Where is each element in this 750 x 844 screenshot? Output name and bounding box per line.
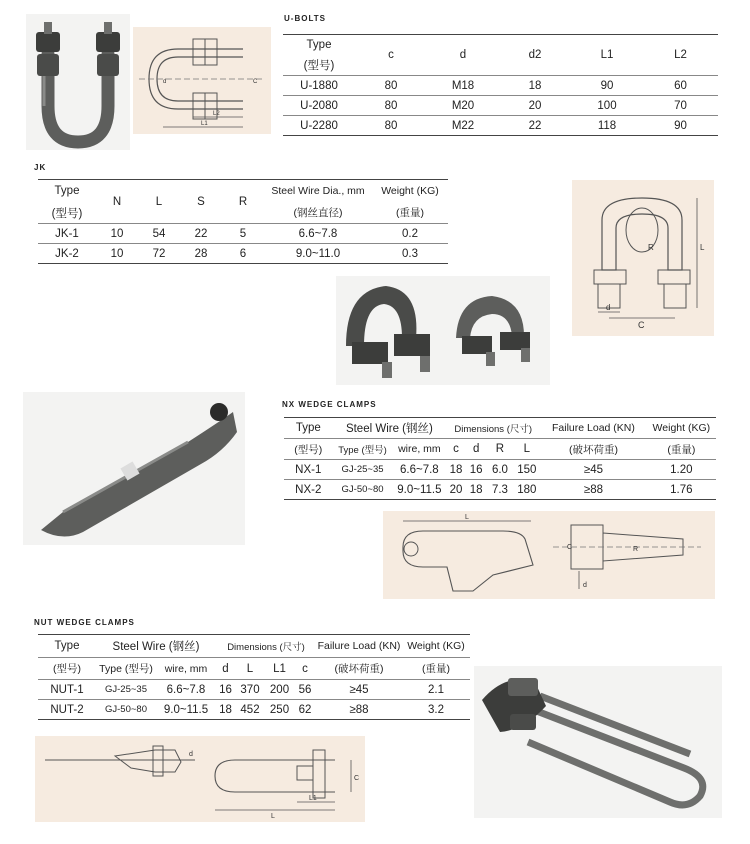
jk-drawing bbox=[572, 180, 714, 336]
nut-header-d: d bbox=[222, 662, 229, 675]
cell-l2: 90 bbox=[674, 119, 687, 132]
nx-drawing-d: d bbox=[583, 582, 587, 589]
jk-header-type-cn: (型号) bbox=[51, 207, 83, 220]
jk-header-type: Type bbox=[54, 185, 80, 197]
cell-l2: 70 bbox=[674, 99, 687, 112]
jk-header-wire-cn: (钢丝直径) bbox=[293, 207, 343, 219]
cell-n: 10 bbox=[110, 227, 124, 240]
cell-d: 18 bbox=[469, 483, 483, 496]
cell-type: JK-2 bbox=[55, 247, 79, 260]
nx-header-d: d bbox=[472, 443, 480, 455]
nut-drawing bbox=[35, 736, 365, 822]
jk-drawing-d: d bbox=[606, 303, 611, 312]
jk-header-wire: Steel Wire Dia., mm bbox=[271, 185, 365, 197]
cell-l: 54 bbox=[152, 227, 166, 240]
cell-l: 72 bbox=[152, 247, 166, 260]
cell-gj: GJ-50~80 bbox=[341, 484, 384, 495]
cell-l1: 200 bbox=[269, 683, 290, 696]
cell-l1: 90 bbox=[600, 79, 614, 92]
cell-fail: ≥88 bbox=[583, 483, 603, 496]
table-row bbox=[38, 680, 470, 700]
nx-drawing-r: R bbox=[633, 546, 639, 553]
jk-header-n: N bbox=[112, 195, 122, 208]
nut-drawing-d: d bbox=[189, 751, 193, 758]
nx-header-type-cn: (型号) bbox=[294, 443, 323, 456]
cell-r: 6.0 bbox=[491, 463, 508, 476]
cell-c: 62 bbox=[298, 703, 312, 716]
table-row bbox=[283, 96, 718, 116]
cell-n: 10 bbox=[110, 247, 124, 260]
cell-l1: 100 bbox=[597, 99, 617, 112]
cell-type: JK-1 bbox=[55, 227, 79, 240]
nut-drawing-c: C bbox=[354, 775, 360, 782]
nx-section-title: NX WEDGE CLAMPS bbox=[282, 400, 377, 409]
table-row bbox=[283, 76, 718, 96]
cell-r: 7.3 bbox=[491, 483, 508, 496]
cell-d: M20 bbox=[451, 99, 475, 112]
jk-header-r: R bbox=[238, 195, 248, 208]
cell-c: 20 bbox=[449, 483, 463, 496]
nut-photo bbox=[474, 666, 722, 818]
cell-l1: 118 bbox=[597, 119, 617, 132]
cell-l: 452 bbox=[240, 703, 260, 716]
cell-wire: 9.0~11.0 bbox=[295, 247, 341, 260]
cell-fail: ≥88 bbox=[349, 703, 369, 716]
cell-gj: GJ-25~35 bbox=[341, 464, 384, 475]
jk-drawing-l: L bbox=[700, 243, 705, 252]
ubolt-drawing-l1: L1 bbox=[201, 121, 208, 127]
nx-header-steel-type: Type (型号) bbox=[338, 445, 387, 456]
cell-l1: 250 bbox=[269, 703, 290, 716]
table-row bbox=[38, 700, 470, 720]
table-row bbox=[284, 460, 716, 480]
cell-l2: 60 bbox=[674, 79, 687, 92]
nx-header-fail: Failure Load (KN) bbox=[552, 422, 635, 434]
nx-photo bbox=[23, 392, 245, 545]
nx-header-weight-cn: (重量) bbox=[667, 443, 696, 456]
nx-table bbox=[284, 417, 716, 500]
cell-weight: 1.20 bbox=[670, 463, 693, 476]
cell-type: U-2080 bbox=[300, 99, 338, 112]
nx-header-weight: Weight (KG) bbox=[652, 422, 711, 434]
ubolt-drawing-l2: L2 bbox=[213, 111, 220, 117]
nx-header-l: L bbox=[523, 443, 530, 455]
nut-drawing-l1: L1 bbox=[309, 795, 317, 802]
cell-wire: 6.6~7.8 bbox=[400, 463, 439, 476]
cell-c: 80 bbox=[384, 99, 398, 112]
cell-d: M22 bbox=[451, 119, 475, 132]
jk-header-l: L bbox=[155, 195, 163, 208]
nut-section-title: NUT WEDGE CLAMPS bbox=[34, 618, 135, 627]
cell-d2: 18 bbox=[528, 79, 542, 92]
ubolts-header-type-cn: (型号) bbox=[303, 60, 335, 72]
cell-d: 18 bbox=[219, 703, 232, 716]
cell-c: 80 bbox=[384, 119, 398, 132]
cell-type: U-1880 bbox=[300, 79, 338, 92]
cell-d2: 22 bbox=[528, 119, 542, 132]
nut-header-l1: L1 bbox=[273, 662, 286, 675]
nx-drawing-c: C bbox=[567, 544, 573, 551]
ubolt-drawing bbox=[133, 27, 271, 134]
ubolts-header-d: d bbox=[459, 49, 467, 61]
table-row bbox=[38, 244, 448, 264]
nx-header-dims: Dimensions (尺寸) bbox=[454, 424, 533, 435]
cell-weight: 1.76 bbox=[670, 483, 693, 496]
cell-gj: GJ-25~35 bbox=[105, 684, 147, 695]
cell-weight: 0.2 bbox=[402, 227, 418, 240]
nx-header-c: c bbox=[453, 443, 459, 455]
ubolt-drawing-d: d bbox=[163, 79, 167, 85]
nut-header-fail: Failure Load (KN) bbox=[317, 640, 401, 652]
nx-header-type: Type bbox=[295, 422, 321, 434]
cell-l: 150 bbox=[517, 463, 537, 476]
nut-header-steel: Steel Wire (钢丝) bbox=[112, 641, 200, 653]
table-row bbox=[283, 116, 718, 136]
nut-header-steel-type: Type (型号) bbox=[99, 663, 153, 675]
nx-header-fail-cn: (破坏荷重) bbox=[568, 443, 618, 456]
ubolts-header-l1: L1 bbox=[600, 49, 614, 61]
cell-wire: 6.6~7.8 bbox=[298, 227, 338, 240]
cell-fail: ≥45 bbox=[349, 683, 369, 696]
jk-drawing-c: C bbox=[638, 320, 645, 330]
cell-s: 28 bbox=[194, 247, 208, 260]
nut-header-l: L bbox=[246, 662, 254, 675]
jk-header-weight: Weight (KG) bbox=[381, 185, 439, 197]
nut-header-dims: Dimensions (尺寸) bbox=[227, 642, 305, 653]
cell-wire: 6.6~7.8 bbox=[166, 683, 206, 696]
ubolts-header-d2: d2 bbox=[528, 49, 542, 61]
nut-drawing-l: L bbox=[271, 813, 275, 820]
nx-header-steel-wire: wire, mm bbox=[398, 443, 441, 455]
nut-header-type-cn: (型号) bbox=[53, 663, 81, 675]
nx-header-steel: Steel Wire (钢丝) bbox=[345, 423, 433, 435]
cell-d: 16 bbox=[469, 463, 483, 476]
ubolts-header-c: c bbox=[388, 49, 394, 61]
cell-type: NX-2 bbox=[295, 483, 322, 496]
jk-table bbox=[38, 179, 448, 264]
cell-fail: ≥45 bbox=[583, 463, 603, 476]
nut-header-weight-cn: (重量) bbox=[422, 663, 450, 675]
ubolt-photo bbox=[26, 14, 130, 150]
cell-wire: 9.0~11.5 bbox=[163, 703, 209, 716]
nut-header-type: Type bbox=[54, 640, 80, 652]
cell-l: 370 bbox=[240, 683, 260, 696]
cell-r: 5 bbox=[239, 227, 247, 240]
cell-type: NUT-2 bbox=[50, 703, 84, 716]
cell-s: 22 bbox=[194, 227, 208, 240]
cell-type: NUT-1 bbox=[50, 683, 84, 696]
nut-header-steel-wire: wire, mm bbox=[164, 662, 208, 675]
jk-photo bbox=[336, 276, 550, 385]
cell-wire: 9.0~11.5 bbox=[397, 483, 442, 496]
nut-table bbox=[38, 634, 470, 720]
nx-drawing-l: L bbox=[465, 514, 469, 521]
cell-l: 180 bbox=[517, 483, 537, 496]
ubolts-section-title: U-BOLTS bbox=[284, 14, 326, 23]
jk-section-title: JK bbox=[34, 163, 47, 172]
nut-header-weight: Weight (KG) bbox=[407, 640, 465, 652]
cell-weight: 0.3 bbox=[402, 247, 418, 260]
ubolts-header-l2: L2 bbox=[674, 49, 687, 61]
nx-header-r: R bbox=[495, 443, 505, 455]
ubolt-drawing-c: C bbox=[253, 79, 258, 85]
cell-r: 6 bbox=[239, 247, 247, 260]
cell-c: 80 bbox=[384, 79, 398, 92]
ubolts-header-type: Type bbox=[306, 39, 332, 51]
nut-header-c: c bbox=[302, 662, 308, 675]
ubolts-table bbox=[283, 34, 718, 136]
cell-c: 18 bbox=[449, 463, 463, 476]
cell-type: NX-1 bbox=[295, 463, 322, 476]
nx-drawing bbox=[383, 511, 715, 599]
table-row bbox=[284, 480, 716, 500]
cell-gj: GJ-50~80 bbox=[105, 704, 147, 715]
cell-weight: 3.2 bbox=[428, 703, 444, 716]
cell-c: 56 bbox=[298, 683, 312, 696]
cell-d2: 20 bbox=[528, 99, 542, 112]
jk-drawing-r: R bbox=[648, 243, 654, 252]
cell-weight: 2.1 bbox=[428, 683, 444, 696]
table-row bbox=[38, 224, 448, 244]
cell-type: U-2280 bbox=[300, 119, 338, 132]
nut-header-fail-cn: (破坏荷重) bbox=[334, 663, 384, 675]
cell-d: M18 bbox=[451, 79, 475, 92]
jk-header-weight-cn: (重量) bbox=[396, 207, 424, 219]
cell-d: 16 bbox=[219, 683, 232, 696]
jk-header-s: S bbox=[197, 195, 205, 208]
